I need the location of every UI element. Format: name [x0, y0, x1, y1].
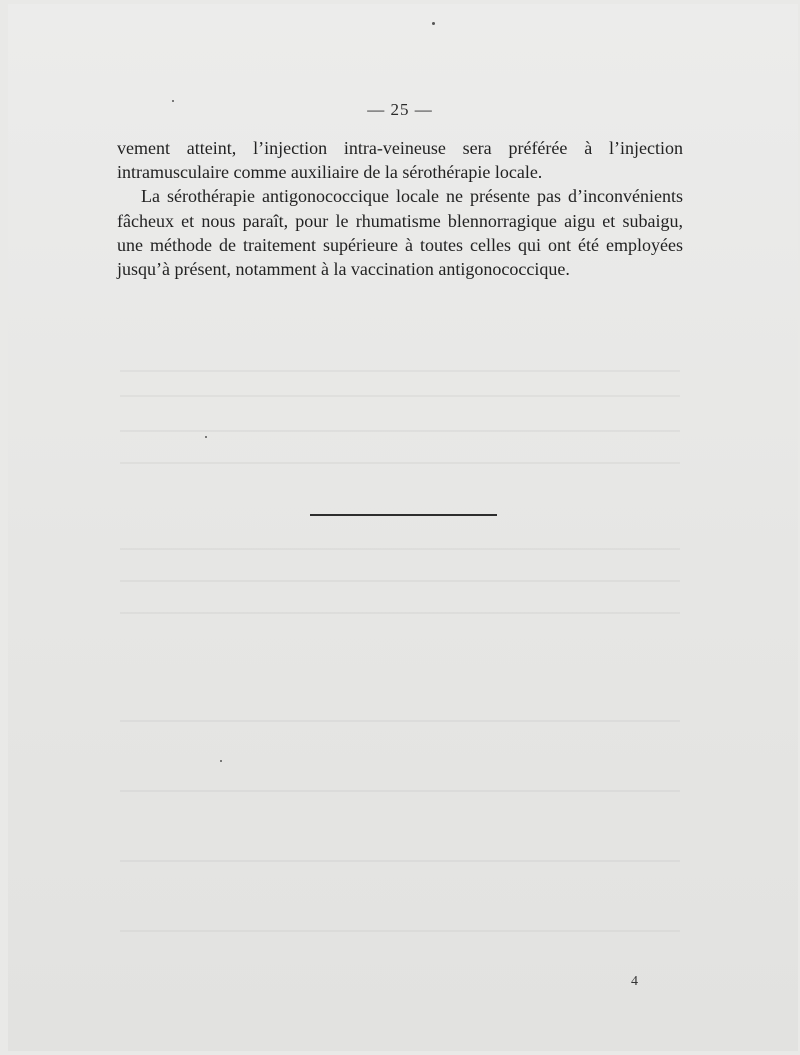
page-number: — 25 —: [367, 100, 433, 119]
section-divider-rule: [310, 514, 497, 516]
paper-speck: [220, 760, 222, 762]
paragraph-continuation: vement atteint, l’injection intra-veineuse sera préférée à l’injection intramusculaire comme auxiliaire de la sérothérapie locale.: [117, 138, 683, 183]
paper-speck: [205, 436, 207, 438]
bleed-through-line: [120, 790, 680, 792]
bleed-through-line: [120, 580, 680, 582]
paper-speck: [432, 22, 435, 25]
sheet-signature-mark: 4: [631, 974, 638, 989]
bleed-through-line: [120, 860, 680, 862]
paragraph-conclusion: La sérothérapie antigonococcique locale ne présente pas d’inconvénients fâcheux et nous paraît, pour le rhumatisme blennorragique aigu et subaigu, une méthode de traitement supérieure à toutes celles qui ont été employées jusqu’à présent, notamment à la vaccination antigonococcique.: [117, 186, 683, 280]
bleed-through-line: [120, 395, 680, 397]
bleed-through-line: [120, 462, 680, 464]
bleed-through-line: [120, 430, 680, 432]
bleed-through-line: [120, 370, 680, 372]
body-text: [117, 136, 683, 281]
bleed-through-line: [120, 612, 680, 614]
bleed-through-line: [120, 720, 680, 722]
bleed-through-line: [120, 548, 680, 550]
bleed-through-line: [120, 930, 680, 932]
